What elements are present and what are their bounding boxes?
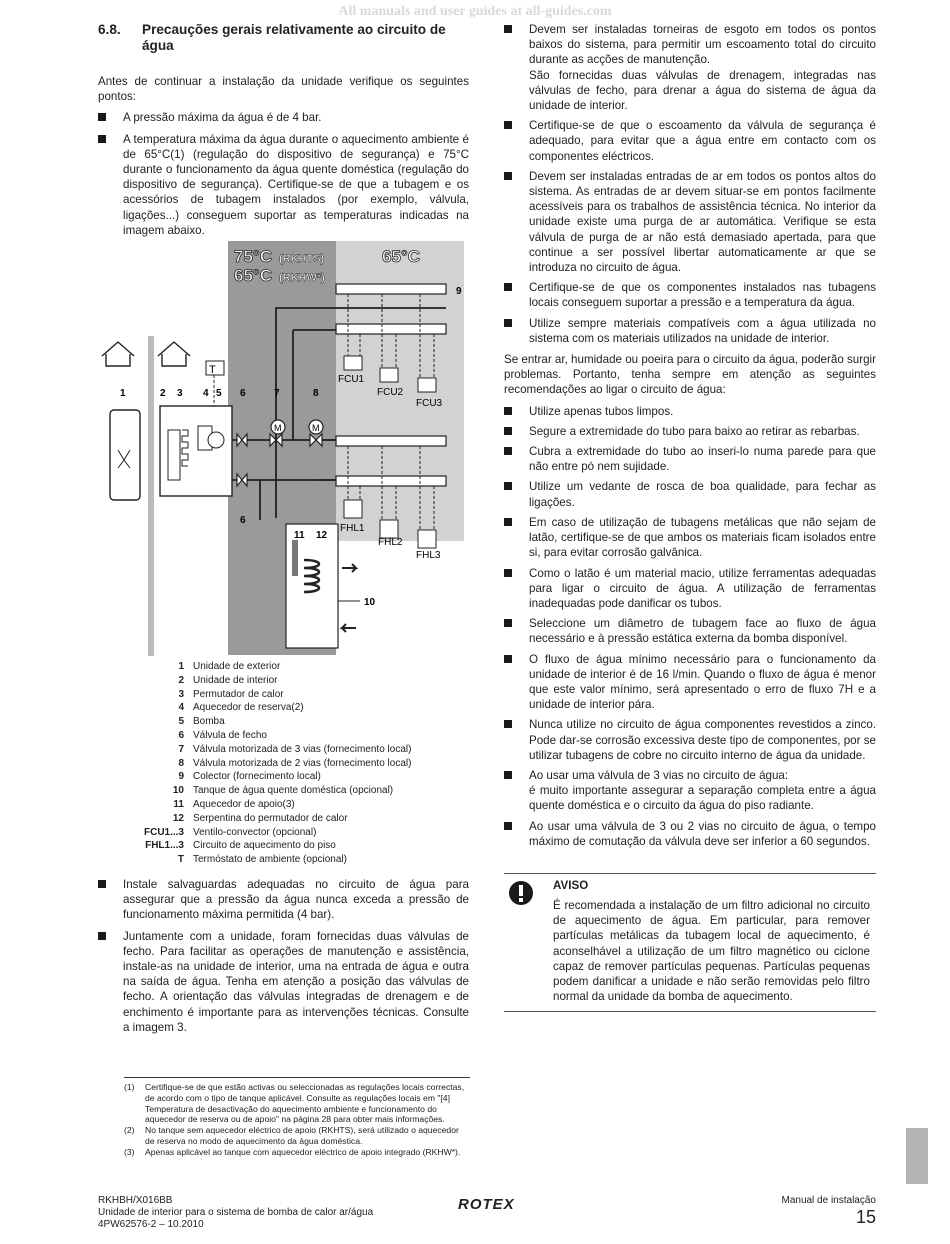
bullet-item: Instale salvaguardas adequadas no circuito de água para assegurar que a pressão da água nunca exceda a pressão de funcionamento máxima permitida (4 bar). xyxy=(98,877,469,923)
bullet-item: Devem ser instaladas torneiras de esgoto em todos os pontos baixos do sistema, para permitir um escoamento total do circuito durante as acções de manutenção. São fornecidas duas válvulas de drenagem, integradas nas válvulas de fecho, para drenar a água do sistema de água da unidade de interior. xyxy=(504,22,876,113)
svg-text:6: 6 xyxy=(240,388,246,399)
bullet-item: Ao usar uma válvula de 3 vias no circuito de água: é muito importante assegurar a separação completa entre a água quente doméstica e o circuito da água do piso radiante. xyxy=(504,768,876,814)
temp-75-model: (RKHTS) xyxy=(279,253,325,265)
footer-right xyxy=(781,1195,876,1227)
bullet-item: A pressão máxima da água é de 4 bar. xyxy=(98,110,469,125)
bullet-item: Certifique-se de que o escoamento da válvula de segurança é adequado, para evitar que a água entre em contacto com os componentes eléctricos. xyxy=(504,118,876,164)
bullet-item: Juntamente com a unidade, foram fornecidas duas válvulas de fecho. Para facilitar as operações de manutenção e assistência, instale-as na unidade de interior, uma na entrada de água e outra na saída de água. Tenha em atenção a posição das válvulas de fecho. A orientação das válvulas integradas de drenagem e de enchimento é importante para as intervenções técnicas. Consulte a imagem 3. xyxy=(98,929,469,1035)
footnote-number: (3) xyxy=(124,1146,135,1157)
svg-text:3: 3 xyxy=(177,388,183,399)
legend-value: Tanque de água quente doméstica (opcional) xyxy=(193,785,394,797)
footnote xyxy=(124,1082,470,1125)
legend-key: FHL1...3 xyxy=(145,840,184,852)
diagram-legend xyxy=(98,660,411,867)
legend-value: Aquecedor de apoio(3) xyxy=(193,798,295,810)
legend-value: Permutador de calor xyxy=(193,688,284,700)
legend-key: 10 xyxy=(172,785,184,797)
svg-text:6: 6 xyxy=(240,515,246,526)
svg-text:M: M xyxy=(312,423,320,433)
svg-text:FCU3: FCU3 xyxy=(416,398,443,409)
legend-value: Válvula motorizada de 2 vias (fornecimento local) xyxy=(193,757,412,769)
legend-key: 6 xyxy=(178,729,184,741)
legend-key: T xyxy=(177,854,184,866)
bullet-item: Nunca utilize no circuito de água componentes revestidos a zinco. Pode dar-se corrosão excessiva deste tipo de componentes, por se utilizar tubagens de cobre no circuito interno de água da unidade. xyxy=(504,717,876,763)
legend-row xyxy=(98,729,411,743)
bullet-item: Utilize sempre materiais compatíveis com a água utilizada no sistema com os materiais utilizados na unidade de interior. xyxy=(504,316,876,346)
bullet-item: Segure a extremidade do tubo para baixo ao retirar as rebarbas. xyxy=(504,424,876,439)
legend-value: Ventilo-convector (opcional) xyxy=(193,826,317,838)
legend-key: 8 xyxy=(178,757,184,769)
bullet-item: Em caso de utilização de tubagens metálicas que não sejam de latão, certifique-se de que ambos os materiais ficam isolados entre si, para evitar corrosão galvânica. xyxy=(504,515,876,561)
legend-value: Unidade de interior xyxy=(193,674,278,686)
footnote-text: Certifique-se de que estão activas ou seleccionadas as regulações locais correctas, de acordo com o tipo de tanque aplicável. Consulte as regulações locais em "[4] Temperatura de desactivação do aquecimento ambiente e funcionamento do aquecedor de reserva ou de apoio" na página 28 para obter mais informações. xyxy=(145,1082,465,1125)
legend-key: 11 xyxy=(173,798,184,810)
legend-row xyxy=(98,770,411,784)
legend-key: 4 xyxy=(178,702,184,714)
bullet-item: Utilize um vedante de rosca de boa qualidade, para fechar as ligações. xyxy=(504,479,876,509)
section-number: 6.8. xyxy=(98,22,121,37)
legend-row xyxy=(98,660,411,674)
svg-text:FHL1: FHL1 xyxy=(340,523,365,534)
svg-text:9: 9 xyxy=(456,286,462,297)
svg-text:11: 11 xyxy=(294,530,305,541)
side-tab xyxy=(906,1128,928,1184)
svg-text:FCU1: FCU1 xyxy=(338,374,365,385)
footer-desc: Unidade de interior para o sistema de bomba de calor ar/água xyxy=(98,1207,374,1218)
svg-text:12: 12 xyxy=(316,530,328,541)
legend-key: 1 xyxy=(178,661,184,672)
footnote xyxy=(124,1147,470,1158)
legend-key: 2 xyxy=(178,674,184,686)
legend-row xyxy=(98,798,411,812)
warning-title: AVISO xyxy=(553,879,589,892)
legend-value: Serpentina do permutador de calor xyxy=(193,812,348,824)
svg-text:M: M xyxy=(274,423,282,433)
svg-text:1: 1 xyxy=(120,388,126,399)
right-bullet-list-2 xyxy=(504,404,876,849)
warning-icon xyxy=(508,880,534,906)
left-column xyxy=(98,22,469,238)
page-number: 15 xyxy=(855,1207,876,1227)
legend-row xyxy=(98,743,411,757)
svg-text:FHL3: FHL3 xyxy=(416,550,441,561)
footer-model: RKHBH/X016BB xyxy=(98,1195,173,1206)
legend-key: 7 xyxy=(178,743,184,755)
temp-65-a-model: (RKHW*) xyxy=(279,272,325,284)
section-heading xyxy=(98,22,469,54)
legend-value: Válvula motorizada de 3 vias (fornecimento local) xyxy=(193,743,412,755)
svg-text:FHL2: FHL2 xyxy=(378,537,403,548)
legend-value: Termóstato de ambiente (opcional) xyxy=(193,854,347,866)
bullet-item: Devem ser instaladas entradas de ar em todos os pontos altos do sistema. As entradas de ar devem situar-se em pontos facilmente acessíveis para os trabalhos de assistência técnica. No interior da unidade existe uma purga de ar automática. Verifique se esta válvula de purga de ar não está demasiado apertada, para que continue a ser possível libertar automaticamente ar que se introduza no circuito de água. xyxy=(504,169,876,275)
legend-key: 12 xyxy=(172,812,184,824)
brand-logo: ROTEX xyxy=(458,1196,515,1213)
legend-value: Válvula de fecho xyxy=(193,729,267,741)
warning-box xyxy=(504,873,876,1012)
footer-left xyxy=(98,1195,373,1231)
warning-text: É recomendada a instalação de um filtro adicional no circuito de aquecimento de água. Em particular, para remover partículas metálicas da tubagem local de aquecimento, é aconselhável a utilização de um filtro magnético ou ciclone capaz de remover partículas pequenas. Partículas pequenas podem danificar a unidade e não serão removidas pelo filtro normal da unidade da bomba de aquecimento. xyxy=(553,899,870,1004)
legend-key: FCU1...3 xyxy=(143,826,184,838)
right-column xyxy=(504,22,876,849)
svg-text:10: 10 xyxy=(364,597,376,608)
footer-manual: Manual de instalação xyxy=(781,1195,876,1206)
temp-75: 75°C xyxy=(234,247,272,266)
svg-text:4: 4 xyxy=(203,388,209,399)
bullet-item: A temperatura máxima da água durante o aquecimento ambiente é de 65°C(1) (regulação do dispositivo de segurança) e 75°C durante o funcionamento da água quente doméstica (regulação do dispositivo de segurança). Certifique-se de que a tubagem e os acessórios de tubagem instalados (por exemplo, válvula, ligações...) conseguem suportar as temperaturas indicadas na imagem abaixo. xyxy=(98,132,469,238)
bullet-item: O fluxo de água mínimo necessário para o funcionamento da unidade de interior é de 16 l/min. Quando o fluxo de água é menor que este valor mínimo, será apresentado o erro de fluxo 7H e a unidade de interior pára. xyxy=(504,652,876,713)
bullet-item: Como o latão é um material macio, utilize ferramentas adequadas para ligar o circuito de água. A utilização de ferramentas inadequadas pode danificar os tubos. xyxy=(504,566,876,612)
svg-text:5: 5 xyxy=(216,388,222,399)
legend-value: Bomba xyxy=(193,716,225,728)
svg-text:2: 2 xyxy=(160,388,166,399)
legend-row xyxy=(98,674,411,688)
left-bullet-list-2 xyxy=(98,877,469,1035)
footnote-text: Apenas aplicável ao tanque com aquecedor eléctrico de apoio integrado (RKHW*). xyxy=(145,1146,461,1157)
temp-65-b: 65°C xyxy=(382,247,420,266)
legend-row xyxy=(98,688,411,702)
legend-row xyxy=(98,812,411,826)
footnote-number: (1) xyxy=(124,1082,135,1092)
legend-value: Circuito de aquecimento do piso xyxy=(193,840,336,852)
section-title: Precauções gerais relativamente ao circuito de água xyxy=(142,22,446,53)
bullet-item: Ao usar uma válvula de 3 ou 2 vias no circuito de água, o tempo máximo de comutação da válvula deve ser inferior a 60 segundos. xyxy=(504,819,876,849)
left-column-lower xyxy=(98,877,469,1035)
legend-row xyxy=(98,826,411,840)
watermark: All manuals and user guides at all-guides.com xyxy=(338,4,612,19)
bullet-item: Seleccione um diâmetro de tubagem face ao fluxo de água necessário e à pressão estática externa da bomba disponível. xyxy=(504,616,876,646)
svg-text:FCU2: FCU2 xyxy=(377,387,404,398)
right-intro-paragraph: Se entrar ar, humidade ou poeira para o circuito da água, poderão surgir problemas. Portanto, tenha sempre em atenção as seguintes recomendações ao ligar o circuito de água: xyxy=(504,353,876,397)
legend-value: Colector (fornecimento local) xyxy=(193,771,321,783)
left-bullet-list-1 xyxy=(98,110,469,238)
legend-key: 3 xyxy=(178,688,184,700)
legend-row xyxy=(98,839,411,853)
footnote-text: No tanque sem aquecedor eléctrico de apoio (RKHTS), será utilizado o aquecedor de reserva no modo de aquecimento da água doméstica. xyxy=(145,1125,459,1146)
footnote-number: (2) xyxy=(124,1125,135,1136)
legend-row xyxy=(98,715,411,729)
bullet-item: Utilize apenas tubos limpos. xyxy=(504,404,876,419)
legend-row xyxy=(98,701,411,715)
intro-paragraph: Antes de continuar a instalação da unidade verifique os seguintes pontos: xyxy=(98,75,469,104)
footnote xyxy=(124,1125,470,1147)
legend-value: Unidade de exterior xyxy=(193,661,281,672)
svg-text:7: 7 xyxy=(274,388,280,399)
legend-row xyxy=(98,853,411,867)
right-bullet-list-1 xyxy=(504,22,876,346)
bullet-item: Cubra a extremidade do tubo ao inseri-lo numa parede para que não entre pó nem sujidade. xyxy=(504,444,876,474)
legend-row xyxy=(98,784,411,798)
bullet-item: Certifique-se de que os componentes instalados nas tubagens locais conseguem suportar a pressão e a temperatura da água. xyxy=(504,280,876,310)
legend-value: Aquecedor de reserva(2) xyxy=(193,702,304,714)
legend-key: 5 xyxy=(178,716,184,728)
legend-row xyxy=(98,757,411,771)
legend-key: 9 xyxy=(178,771,184,783)
water-circuit-diagram xyxy=(98,238,470,656)
temp-65-a: 65°C xyxy=(234,266,272,285)
svg-text:T: T xyxy=(209,364,216,376)
svg-text:8: 8 xyxy=(313,388,319,399)
footnotes xyxy=(124,1077,470,1158)
footer-code: 4PW62576-2 – 10.2010 xyxy=(98,1219,204,1230)
